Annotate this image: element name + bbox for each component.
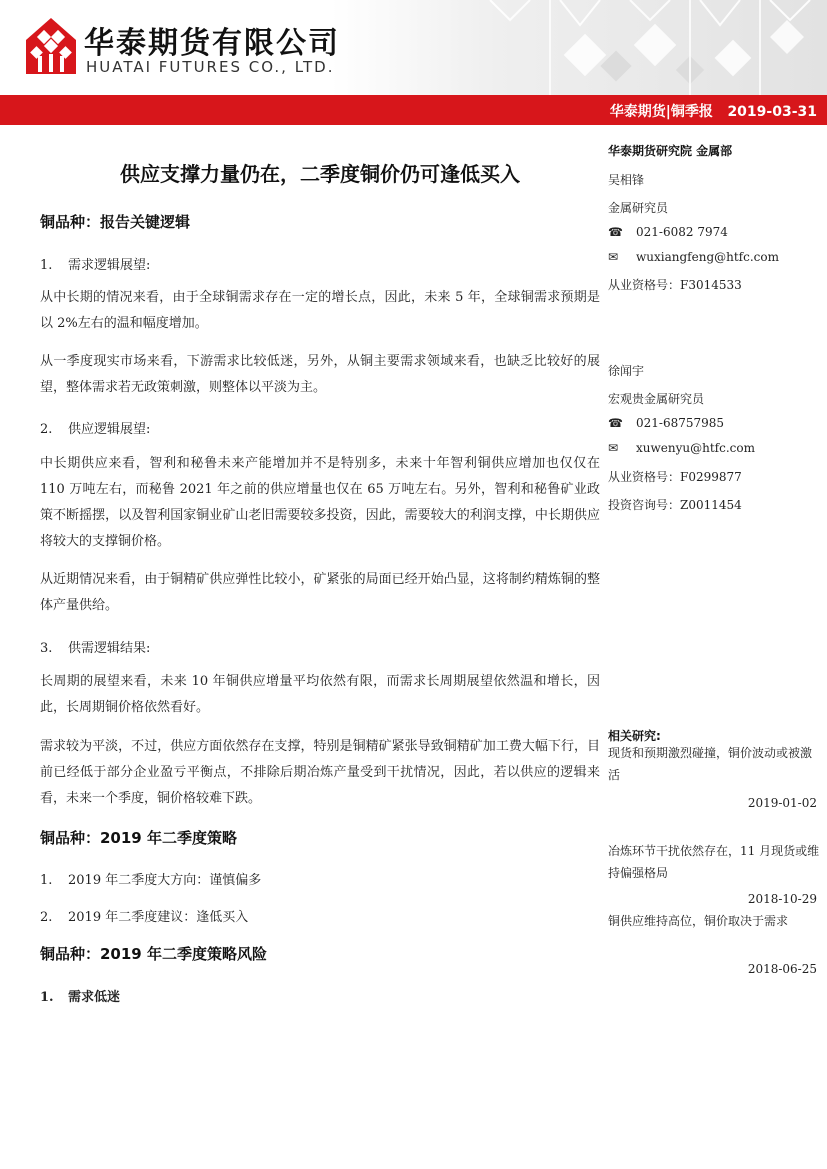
related-item-date: 2018-06-25 bbox=[747, 962, 817, 976]
list-label: 需求逻辑展望: bbox=[68, 258, 151, 273]
header-decoration bbox=[430, 0, 827, 95]
list-number: 1. bbox=[40, 990, 54, 1005]
section-heading-key-logic: 铜品种：报告关键逻辑 bbox=[40, 213, 191, 231]
email-icon: ✉ bbox=[608, 441, 619, 455]
list-label: 供需逻辑结果: bbox=[68, 641, 151, 656]
related-item-date: 2018-10-29 bbox=[747, 892, 817, 906]
related-research-heading: 相关研究: bbox=[608, 729, 661, 743]
list-number: 3. bbox=[40, 641, 53, 656]
analyst-role: 宏观贵金属研究员 bbox=[608, 392, 705, 406]
analyst-cert: 从业资格号：F0299877 bbox=[608, 470, 742, 484]
email-address[interactable]: xuwenyu@htfc.com bbox=[636, 441, 755, 455]
page-header bbox=[0, 0, 827, 95]
related-item-title[interactable]: 现货和预期激烈碰撞，铜价波动或被激活 bbox=[608, 746, 813, 782]
company-name-cn: 华泰期货有限公司 bbox=[84, 26, 340, 61]
phone-icon: ☎ bbox=[608, 225, 623, 239]
section-heading-strategy: 铜品种：2019 年二季度策略 bbox=[40, 829, 237, 847]
research-dept: 华泰期货研究院 金属部 bbox=[608, 144, 733, 158]
paragraph: 从近期情况来看，由于铜精矿供应弹性比较小，矿紧张的局面已经开始凸显，这将制约精炼铜的整体产量供给。 bbox=[40, 572, 600, 613]
list-item-risk bbox=[40, 986, 120, 1005]
analyst-cert: 从业资格号：F3014533 bbox=[608, 278, 742, 292]
paragraph: 从一季度现实市场来看，下游需求比较低迷，另外，从铜主要需求领域来看，也缺乏比较好的展望，整体需求若无政策刺激，则整体以平淡为主。 bbox=[40, 354, 600, 395]
list-number: 1. bbox=[40, 873, 53, 888]
paragraph: 长周期的展望来看，未来 10 年铜供应增量平均依然有限，而需求长周期展望依然温和增长，因此，长周期铜价格依然看好。 bbox=[40, 674, 600, 715]
report-banner-text: 华泰期货|铜季报 2019-03-31 bbox=[609, 104, 817, 120]
list-number: 1. bbox=[40, 258, 53, 273]
analyst-email[interactable] bbox=[608, 441, 755, 455]
phone-icon: ☎ bbox=[608, 416, 623, 430]
list-label: 需求低迷 bbox=[68, 990, 121, 1005]
list-label: 2019 年二季度大方向：谨慎偏多 bbox=[68, 873, 262, 888]
related-item-date: 2019-01-02 bbox=[747, 796, 817, 810]
analyst-role: 金属研究员 bbox=[608, 201, 669, 215]
list-number: 2. bbox=[40, 422, 53, 437]
paragraph: 中长期供应来看，智利和秘鲁未来产能增加并不是特别多，未来十年智利铜供应增加也仅仅在 110 万吨左右，而秘鲁 2021 年之前的供应增量也仅在 65 万吨左右。另外，智利和秘鲁矿业政策不断摇摆，以及智利国家铜业矿山老旧需要较多投资，因此，需要较大的利润支撑，中长期供应将较大的支撑铜价格。 bbox=[40, 456, 600, 549]
email-address[interactable]: wuxiangfeng@htfc.com bbox=[636, 250, 779, 264]
company-logo bbox=[26, 18, 76, 74]
analyst-name: 吴相锋 bbox=[608, 173, 645, 187]
paragraph: 从中长期的情况来看，由于全球铜需求存在一定的增长点，因此，未来 5 年，全球铜需求预期是以 2%左右的温和幅度增加。 bbox=[40, 290, 600, 331]
section-heading-risk: 铜品种：2019 年二季度策略风险 bbox=[40, 945, 267, 963]
company-name-en: HUATAI FUTURES CO., LTD. bbox=[86, 58, 335, 76]
analyst-name: 徐闻宇 bbox=[608, 364, 645, 378]
list-item-demand bbox=[40, 254, 150, 273]
related-item-title[interactable]: 冶炼环节干扰依然存在，11 月现货或维持偏强格局 bbox=[608, 844, 820, 880]
report-title: 供应支撑力量仍在，二季度铜价仍可逢低买入 bbox=[120, 162, 520, 186]
related-item-title[interactable]: 铜供应维持高位，铜价取决于需求 bbox=[608, 914, 789, 928]
analyst-advisory: 投资咨询号：Z0011454 bbox=[608, 498, 742, 512]
list-item-direction bbox=[40, 869, 261, 888]
list-label: 供应逻辑展望: bbox=[68, 422, 151, 437]
list-item-suggestion bbox=[40, 906, 248, 925]
list-item-balance bbox=[40, 637, 150, 656]
analyst-phone bbox=[608, 225, 728, 239]
email-icon: ✉ bbox=[608, 250, 619, 264]
analyst-phone bbox=[608, 416, 724, 430]
report-banner bbox=[0, 95, 827, 125]
phone-number: 021-68757985 bbox=[636, 416, 725, 430]
list-item-supply bbox=[40, 418, 150, 437]
phone-number: 021-6082 7974 bbox=[636, 225, 728, 239]
list-number: 2. bbox=[40, 910, 53, 925]
analyst-email[interactable] bbox=[608, 250, 779, 264]
paragraph: 需求较为平淡，不过，供应方面依然存在支撑，特别是铜精矿紧张导致铜精矿加工费大幅下行，目前已经低于部分企业盈亏平衡点，不排除后期冶炼产量受到干扰情况，因此，若以供应的逻辑来看，未来一个季度，铜价格较难下跌。 bbox=[40, 739, 600, 806]
list-label: 2019 年二季度建议：逢低买入 bbox=[68, 910, 249, 925]
